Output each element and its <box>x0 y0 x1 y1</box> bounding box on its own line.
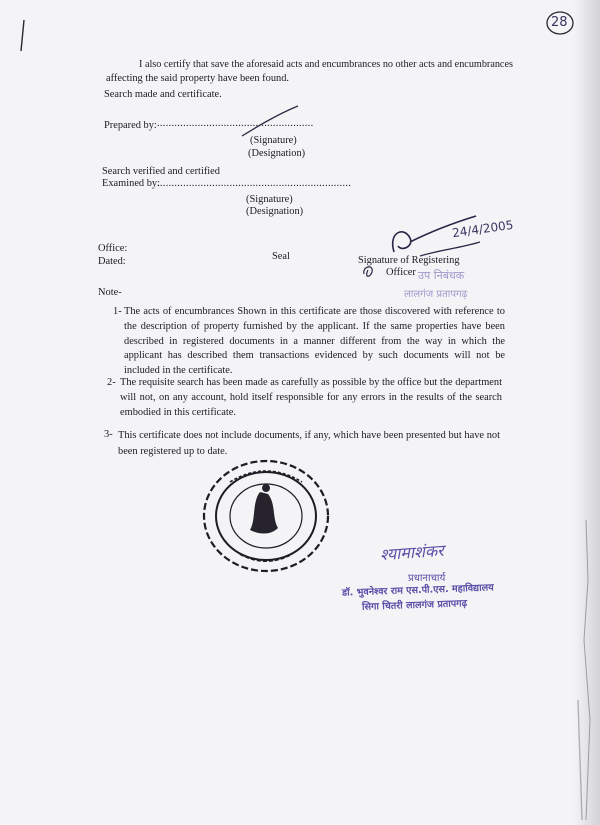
prepared-by-dots: ...................................................... <box>157 118 314 129</box>
note-1-text: The acts of encumbrances Shown in this certificate are those discovered with reference to the description of property furnished by the applicant. If the same properties have been described in registered documents in a manner different from the way in which the applicant has described them transactions evidenced by such documents will not be included in the certificate. <box>124 306 505 377</box>
certify-line-3: Search made and certificate. <box>104 89 222 100</box>
verified-designation-label: (Designation) <box>246 206 304 217</box>
note-2-number: 2- <box>107 377 116 388</box>
examined-by-dots: ................................................................... <box>157 178 352 189</box>
prepared-signature-label: (Signature) <box>250 135 297 146</box>
pen-mark <box>18 18 28 54</box>
office-label: Office: <box>98 243 128 254</box>
note-label: Note- <box>98 287 122 298</box>
registering-officer-line-1: Signature of Registering <box>358 255 460 266</box>
verified-signature-label: (Signature) <box>246 194 293 205</box>
registering-officer-line-2: Officer <box>386 267 416 278</box>
principal-title: प्रधानाचार्य <box>408 573 446 584</box>
principal-signature: श्यामाशंकर <box>379 540 445 565</box>
prepared-designation-label: (Designation) <box>248 148 306 159</box>
page-number-text: 28 <box>551 15 568 30</box>
registrar-stamp-line-1: उप निबंधक <box>418 269 465 282</box>
certify-line-2: affecting the said property have been found. <box>106 73 290 84</box>
verified-label: Search verified and certified <box>102 166 220 177</box>
note-3-number: 3- <box>104 429 113 440</box>
principal-address-line: सिगा चितरी लालगंज प्रतापगढ़ <box>361 598 468 613</box>
note-3-text: This certificate does not include documents, if any, which have been presented but have not been registered up to date. <box>118 430 500 457</box>
certify-line-1: I also certify that save the aforesaid acts and encumbrances no other acts and encumbrances <box>139 59 513 70</box>
dated-label: Dated: <box>98 256 126 267</box>
seal-label: Seal <box>272 251 290 262</box>
office-seal <box>200 458 332 576</box>
scan-edge-marks <box>572 520 600 825</box>
page-number <box>545 10 575 36</box>
handwritten-date: 24/4/2005 <box>451 217 515 241</box>
note-2-text: The requisite search has been made as carefully as possible by the office but the department will not, on any account, hold itself responsible for any errors in the results of the search embodied in this certificate. <box>120 377 502 418</box>
registrar-stamp-line-2: लालगंज प्रतापगढ़ <box>404 289 468 300</box>
principal-college-line: डॉ. भुवनेश्वर राम एस.पी.एस. महाविद्यालय <box>341 582 494 599</box>
prepared-by-label: Prepared by: <box>104 120 157 131</box>
prepared-signature-stroke <box>238 104 308 144</box>
registering-initial-mark <box>360 262 380 280</box>
note-1-number: 1- <box>113 306 122 317</box>
examined-by-label: Examined by: <box>102 178 161 189</box>
